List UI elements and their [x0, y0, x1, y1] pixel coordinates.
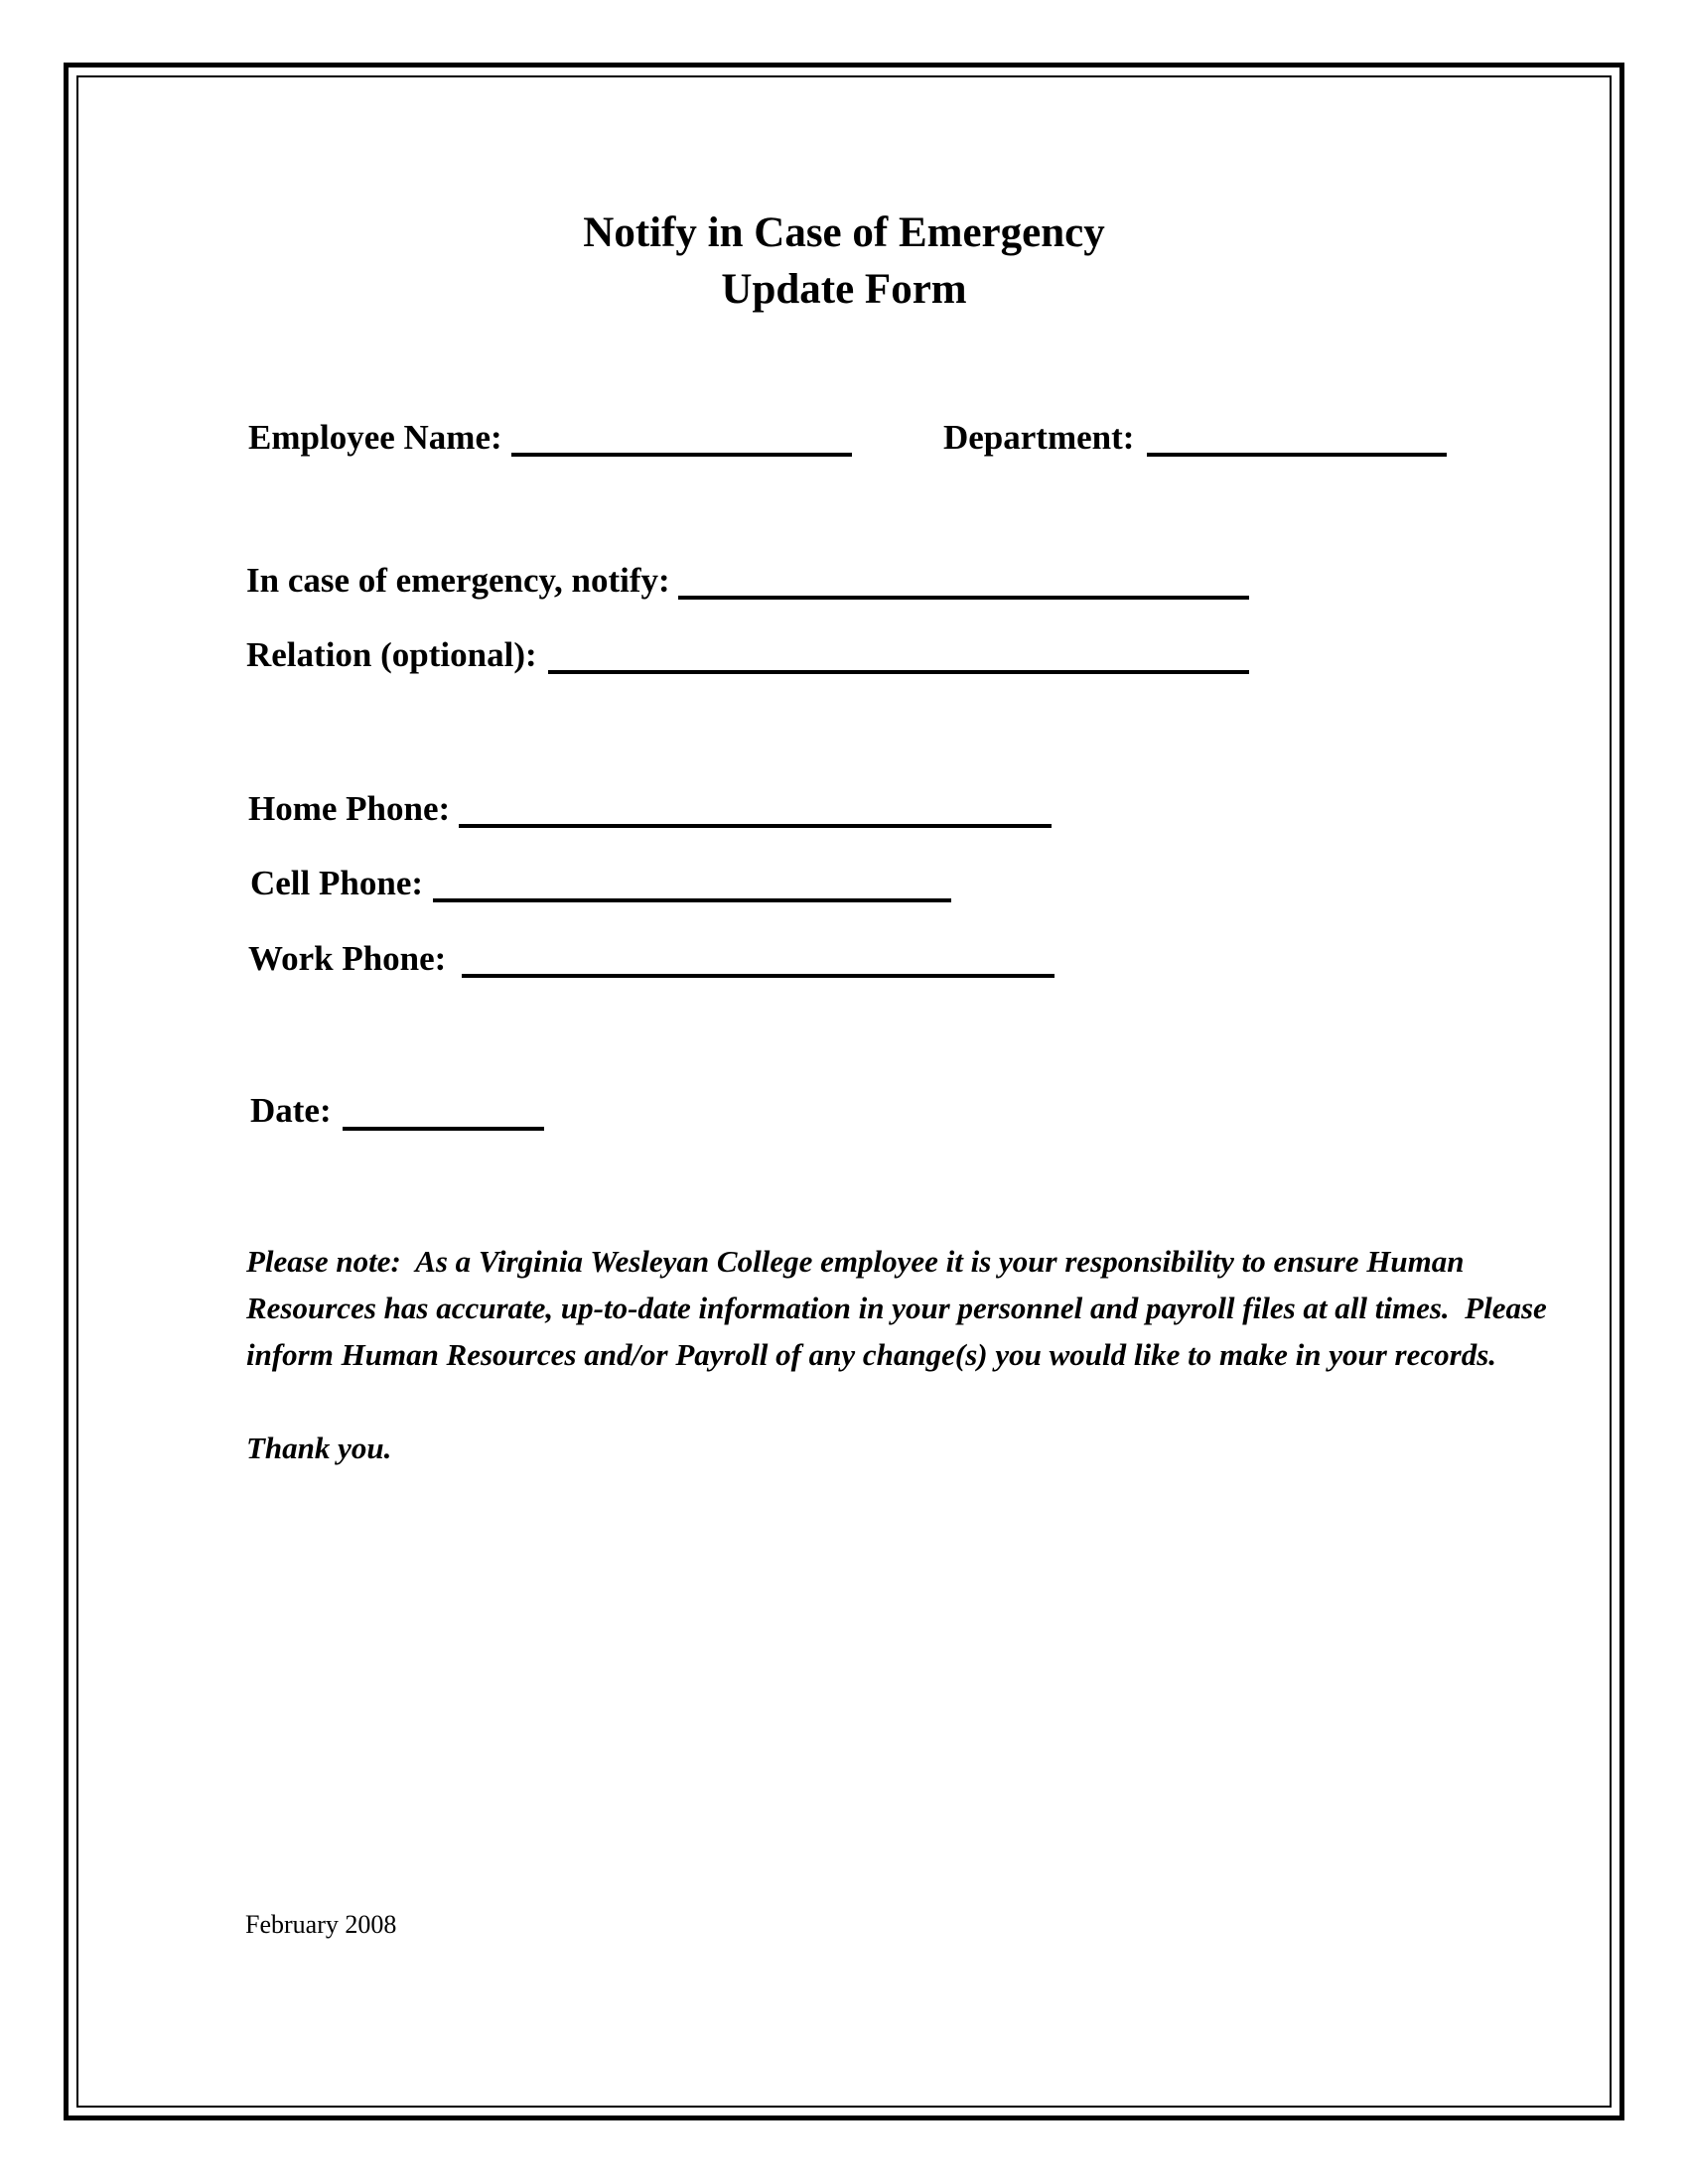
date-label: Date:: [250, 1091, 332, 1130]
form-title-line1: Notify in Case of Emergency: [583, 209, 1105, 256]
emergency-notify-blank[interactable]: [678, 596, 1249, 600]
department-label: Department:: [943, 418, 1135, 457]
emergency-notify-label: In case of emergency, notify:: [246, 561, 670, 600]
note-line2: Resources has accurate, up-to-date information in your personnel and payroll files at all times. Please: [246, 1291, 1547, 1325]
home-phone-label: Home Phone:: [248, 789, 451, 828]
employee-name-blank[interactable]: [511, 453, 852, 457]
note-paragraph: [246, 1238, 1547, 1378]
employee-name-label: Employee Name:: [248, 418, 502, 457]
footer-date: February 2008: [245, 1910, 397, 1939]
note-line1: Please note: As a Virginia Wesleyan College employee it is your responsibility to ensure Human: [246, 1244, 1465, 1279]
work-phone-blank[interactable]: [462, 974, 1055, 978]
form-title-line2: Update Form: [721, 266, 967, 313]
relation-label: Relation (optional):: [246, 635, 537, 674]
work-phone-label: Work Phone:: [248, 939, 447, 978]
form-title: [0, 205, 1688, 318]
note-line3: inform Human Resources and/or Payroll of any change(s) you would like to make in your records.: [246, 1337, 1497, 1372]
home-phone-blank[interactable]: [459, 824, 1052, 828]
thank-you-text: Thank you.: [246, 1431, 392, 1465]
relation-blank[interactable]: [548, 670, 1249, 674]
date-blank[interactable]: [343, 1127, 544, 1131]
cell-phone-blank[interactable]: [433, 898, 951, 902]
department-blank[interactable]: [1147, 453, 1447, 457]
cell-phone-label: Cell Phone:: [250, 864, 424, 902]
